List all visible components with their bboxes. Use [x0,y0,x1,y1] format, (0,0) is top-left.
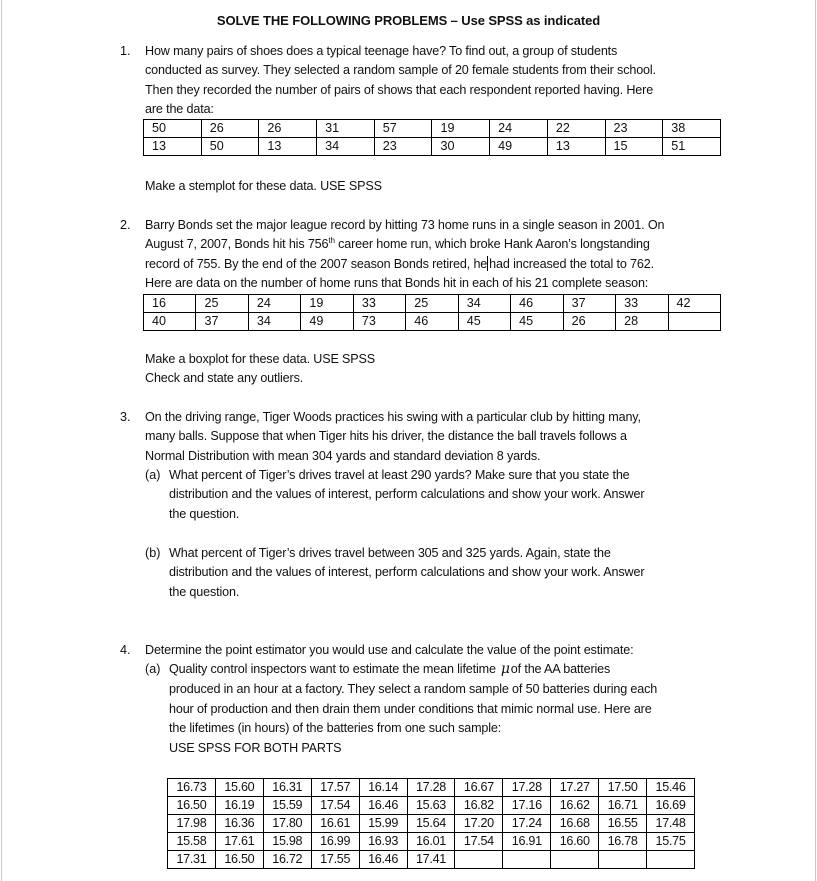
table-row [144,313,721,331]
table-cell[interactable]: 17.50 [599,779,647,797]
table-cell[interactable]: 13 [144,138,202,156]
table-cell[interactable]: 17.80 [263,815,311,833]
table-cell[interactable]: 26 [259,120,317,138]
table-cell[interactable]: 16.72 [263,851,311,869]
battery-lifetimes-table[interactable] [167,778,695,869]
table-cell[interactable]: 31 [317,120,375,138]
home-runs-data-table[interactable] [143,294,721,331]
table-cell[interactable]: 16.60 [551,833,599,851]
table-cell[interactable]: 46 [511,295,563,313]
table-row [168,779,695,797]
table-cell[interactable]: 16.67 [455,779,503,797]
table-cell[interactable]: 17.28 [503,779,551,797]
table-cell[interactable]: 15.99 [359,815,407,833]
table-cell[interactable]: 50 [144,120,202,138]
page-edge-left [1,0,2,881]
problem-4a-text[interactable] [169,660,729,759]
problem-2-number: 2. [120,218,131,232]
problem-3b-line: the question. [169,584,240,599]
text-run: record of 755. By the end of the 2007 season Bonds retired, he [145,256,488,271]
problem-2-line [145,235,725,254]
table-cell[interactable]: 13 [259,138,317,156]
table-cell[interactable]: 13 [547,138,605,156]
table-cell[interactable]: 17.57 [311,779,359,797]
table-cell[interactable]: 15.60 [215,779,263,797]
table-cell[interactable]: 16.71 [599,797,647,815]
table-cell[interactable]: 16.82 [455,797,503,815]
problem-4a-line: the lifetimes (in hours) of the batteries from one such sample: [169,721,502,736]
table-cell[interactable]: 16.46 [359,851,407,869]
table-cell[interactable]: 16.99 [311,833,359,851]
table-cell[interactable]: 49 [490,138,548,156]
table-cell[interactable]: 16.19 [215,797,263,815]
problem-2-line: Barry Bonds set the major league record by hitting 73 home runs in a single season in 2001. On [145,218,665,232]
problem-2-text[interactable] [145,216,725,294]
problem-1-line: How many pairs of shoes does a typical teenage have? To find out, a group of students [145,44,618,58]
problem-4-number: 4. [120,643,131,657]
superscript-th: th [328,236,335,246]
problem-3a-line: distribution and the values of interest, perform calculations and show your work. Answer [169,487,645,502]
problem-3-text[interactable] [145,408,725,466]
problem-2-line: Here are data on the number of home runs that Bonds hit in each of his 21 complete season: [145,276,649,291]
text-run: August 7, 2007, Bonds hit his 756 [145,237,329,252]
table-cell[interactable]: 17.20 [455,815,503,833]
table-cell[interactable]: 16.55 [599,815,647,833]
problem-3b-line: What percent of Tiger’s drives travel between 305 and 325 yards. Again, state the [169,546,611,560]
table-cell[interactable] [455,851,503,869]
problem-2-instructions[interactable] [145,350,725,389]
table-cell[interactable]: 23 [605,120,663,138]
table-cell[interactable]: 16.50 [215,851,263,869]
table-cell[interactable]: 45 [458,313,510,331]
problem-3a-text[interactable] [169,466,729,524]
table-cell[interactable]: 26 [201,120,259,138]
table-row [168,851,695,869]
instruction-line: Make a stemplot for these data. USE SPSS [145,179,382,193]
table-cell[interactable]: 17.48 [647,815,695,833]
problem-4-text[interactable] [145,641,725,660]
table-cell[interactable]: 16.01 [407,833,455,851]
table-cell[interactable]: 17.61 [215,833,263,851]
table-cell[interactable]: 17.28 [407,779,455,797]
table-cell[interactable]: 15.63 [407,797,455,815]
table-cell[interactable]: 26 [563,313,615,331]
table-cell[interactable]: 17.16 [503,797,551,815]
table-cell[interactable]: 24 [248,295,300,313]
table-cell[interactable]: 16.36 [215,815,263,833]
problem-1-line: conducted as survey. They selected a random sample of 20 female students from their school. [145,63,656,78]
table-cell[interactable]: 23 [374,138,432,156]
text-run: Quality control inspectors want to estimate the mean lifetime [169,662,496,676]
table-cell[interactable]: 34 [248,313,300,331]
table-cell[interactable]: 25 [406,295,458,313]
problem-3b-label: (b) [145,546,161,560]
table-cell[interactable]: 45 [511,313,563,331]
table-cell[interactable]: 30 [432,138,490,156]
table-cell[interactable]: 33 [353,295,405,313]
table-cell[interactable]: 16.50 [168,797,216,815]
table-cell[interactable] [503,851,551,869]
problem-3a-line: the question. [169,506,240,521]
problem-1-text[interactable] [145,42,725,120]
table-cell[interactable]: 16 [144,295,196,313]
table-cell[interactable]: 73 [353,313,405,331]
table-cell[interactable]: 16.62 [551,797,599,815]
table-cell[interactable]: 16.61 [311,815,359,833]
table-cell[interactable]: 15.46 [647,779,695,797]
table-cell[interactable]: 40 [144,313,196,331]
table-cell[interactable]: 16.78 [599,833,647,851]
problem-3b-line: distribution and the values of interest, perform calculations and show your work. Answer [169,565,645,580]
problem-1-line: Then they recorded the number of pairs of shows that each respondent reported having. Here [145,82,654,97]
problem-2-line [145,255,725,274]
table-cell[interactable]: 16.46 [359,797,407,815]
problem-3-number: 3. [120,410,131,424]
problem-1-number: 1. [120,44,131,58]
table-cell[interactable]: 16.93 [359,833,407,851]
problem-4a-line: USE SPSS FOR BOTH PARTS [169,741,342,756]
table-row [144,120,721,138]
table-cell[interactable]: 28 [616,313,668,331]
table-cell[interactable]: 16.91 [503,833,551,851]
table-row [168,797,695,815]
table-cell[interactable]: 33 [616,295,668,313]
table-cell[interactable]: 34 [458,295,510,313]
text-run: of the AA batteries [510,662,611,676]
problem-3a-label: (a) [145,468,161,482]
table-row [144,295,721,313]
table-cell[interactable]: 49 [301,313,353,331]
problem-3-line: On the driving range, Tiger Woods practices his swing with a particular club by hitting many, [145,410,641,424]
table-cell[interactable] [551,851,599,869]
page-edge-right [815,0,816,881]
table-cell[interactable]: 16.69 [647,797,695,815]
instruction-line: Make a boxplot for these data. USE SPSS [145,352,376,366]
table-cell[interactable]: 15.98 [263,833,311,851]
table-row [168,833,695,851]
table-cell[interactable]: 22 [547,120,605,138]
problem-4a-line: produced in an hour at a factory. They select a random sample of 50 batteries during each [169,681,658,696]
table-cell[interactable]: 15.59 [263,797,311,815]
table-cell[interactable] [668,313,720,331]
problem-3b-text[interactable] [169,544,729,602]
table-cell[interactable]: 15.58 [168,833,216,851]
table-cell[interactable]: 37 [563,295,615,313]
problem-3-line: many balls. Suppose that when Tiger hits his driver, the distance the ball travels follows a [145,429,627,444]
problem-1-line: are the data: [145,102,214,117]
table-cell[interactable]: 16.14 [359,779,407,797]
table-row [168,815,695,833]
table-cell[interactable]: 17.54 [455,833,503,851]
table-cell[interactable]: 17.27 [551,779,599,797]
table-cell[interactable]: 15.75 [647,833,695,851]
table-cell[interactable]: 50 [201,138,259,156]
table-cell[interactable]: 38 [663,120,721,138]
problem-3a-line: What percent of Tiger’s drives travel at least 290 yards? Make sure that you state the [169,468,630,482]
problem-4-line: Determine the point estimator you would use and calculate the value of the point estimate: [145,643,634,657]
document-title: SOLVE THE FOLLOWING PROBLEMS – Use SPSS as indicated [216,13,601,28]
table-cell[interactable]: 17.24 [503,815,551,833]
table-cell[interactable]: 17.98 [168,815,216,833]
table-cell[interactable]: 46 [406,313,458,331]
table-cell[interactable] [647,851,695,869]
problem-4a-label: (a) [145,662,161,676]
table-cell[interactable]: 51 [663,138,721,156]
table-cell[interactable]: 34 [317,138,375,156]
table-cell[interactable]: 16.73 [168,779,216,797]
table-cell[interactable] [599,851,647,869]
text-run: career home run, which broke Hank Aaron’s longstanding [334,237,650,252]
table-cell[interactable]: 17.41 [407,851,455,869]
problem-1-instruction[interactable] [145,177,725,196]
table-cell[interactable]: 15 [605,138,663,156]
table-cell[interactable]: 17.54 [311,797,359,815]
table-cell[interactable]: 17.31 [168,851,216,869]
table-cell[interactable]: 25 [196,295,248,313]
mu-symbol: μ [500,661,510,677]
table-cell[interactable]: 17.55 [311,851,359,869]
table-cell[interactable]: 16.68 [551,815,599,833]
problem-4a-line [169,660,729,680]
table-cell[interactable]: 15.64 [407,815,455,833]
table-cell[interactable]: 24 [490,120,548,138]
problem-3-line: Normal Distribution with mean 304 yards and standard deviation 8 yards. [145,448,541,463]
table-cell[interactable]: 57 [374,120,432,138]
table-cell[interactable]: 37 [196,313,248,331]
table-cell[interactable]: 16.31 [263,779,311,797]
table-cell[interactable]: 19 [301,295,353,313]
shoes-data-table[interactable] [143,119,721,156]
instruction-line: Check and state any outliers. [145,371,304,386]
table-row [144,138,721,156]
table-cell[interactable]: 42 [668,295,720,313]
problem-4a-line: hour of production and then drain them under conditions that mimic normal use. Here are [169,701,652,716]
text-run: had increased the total to 762. [489,256,654,271]
table-cell[interactable]: 19 [432,120,490,138]
